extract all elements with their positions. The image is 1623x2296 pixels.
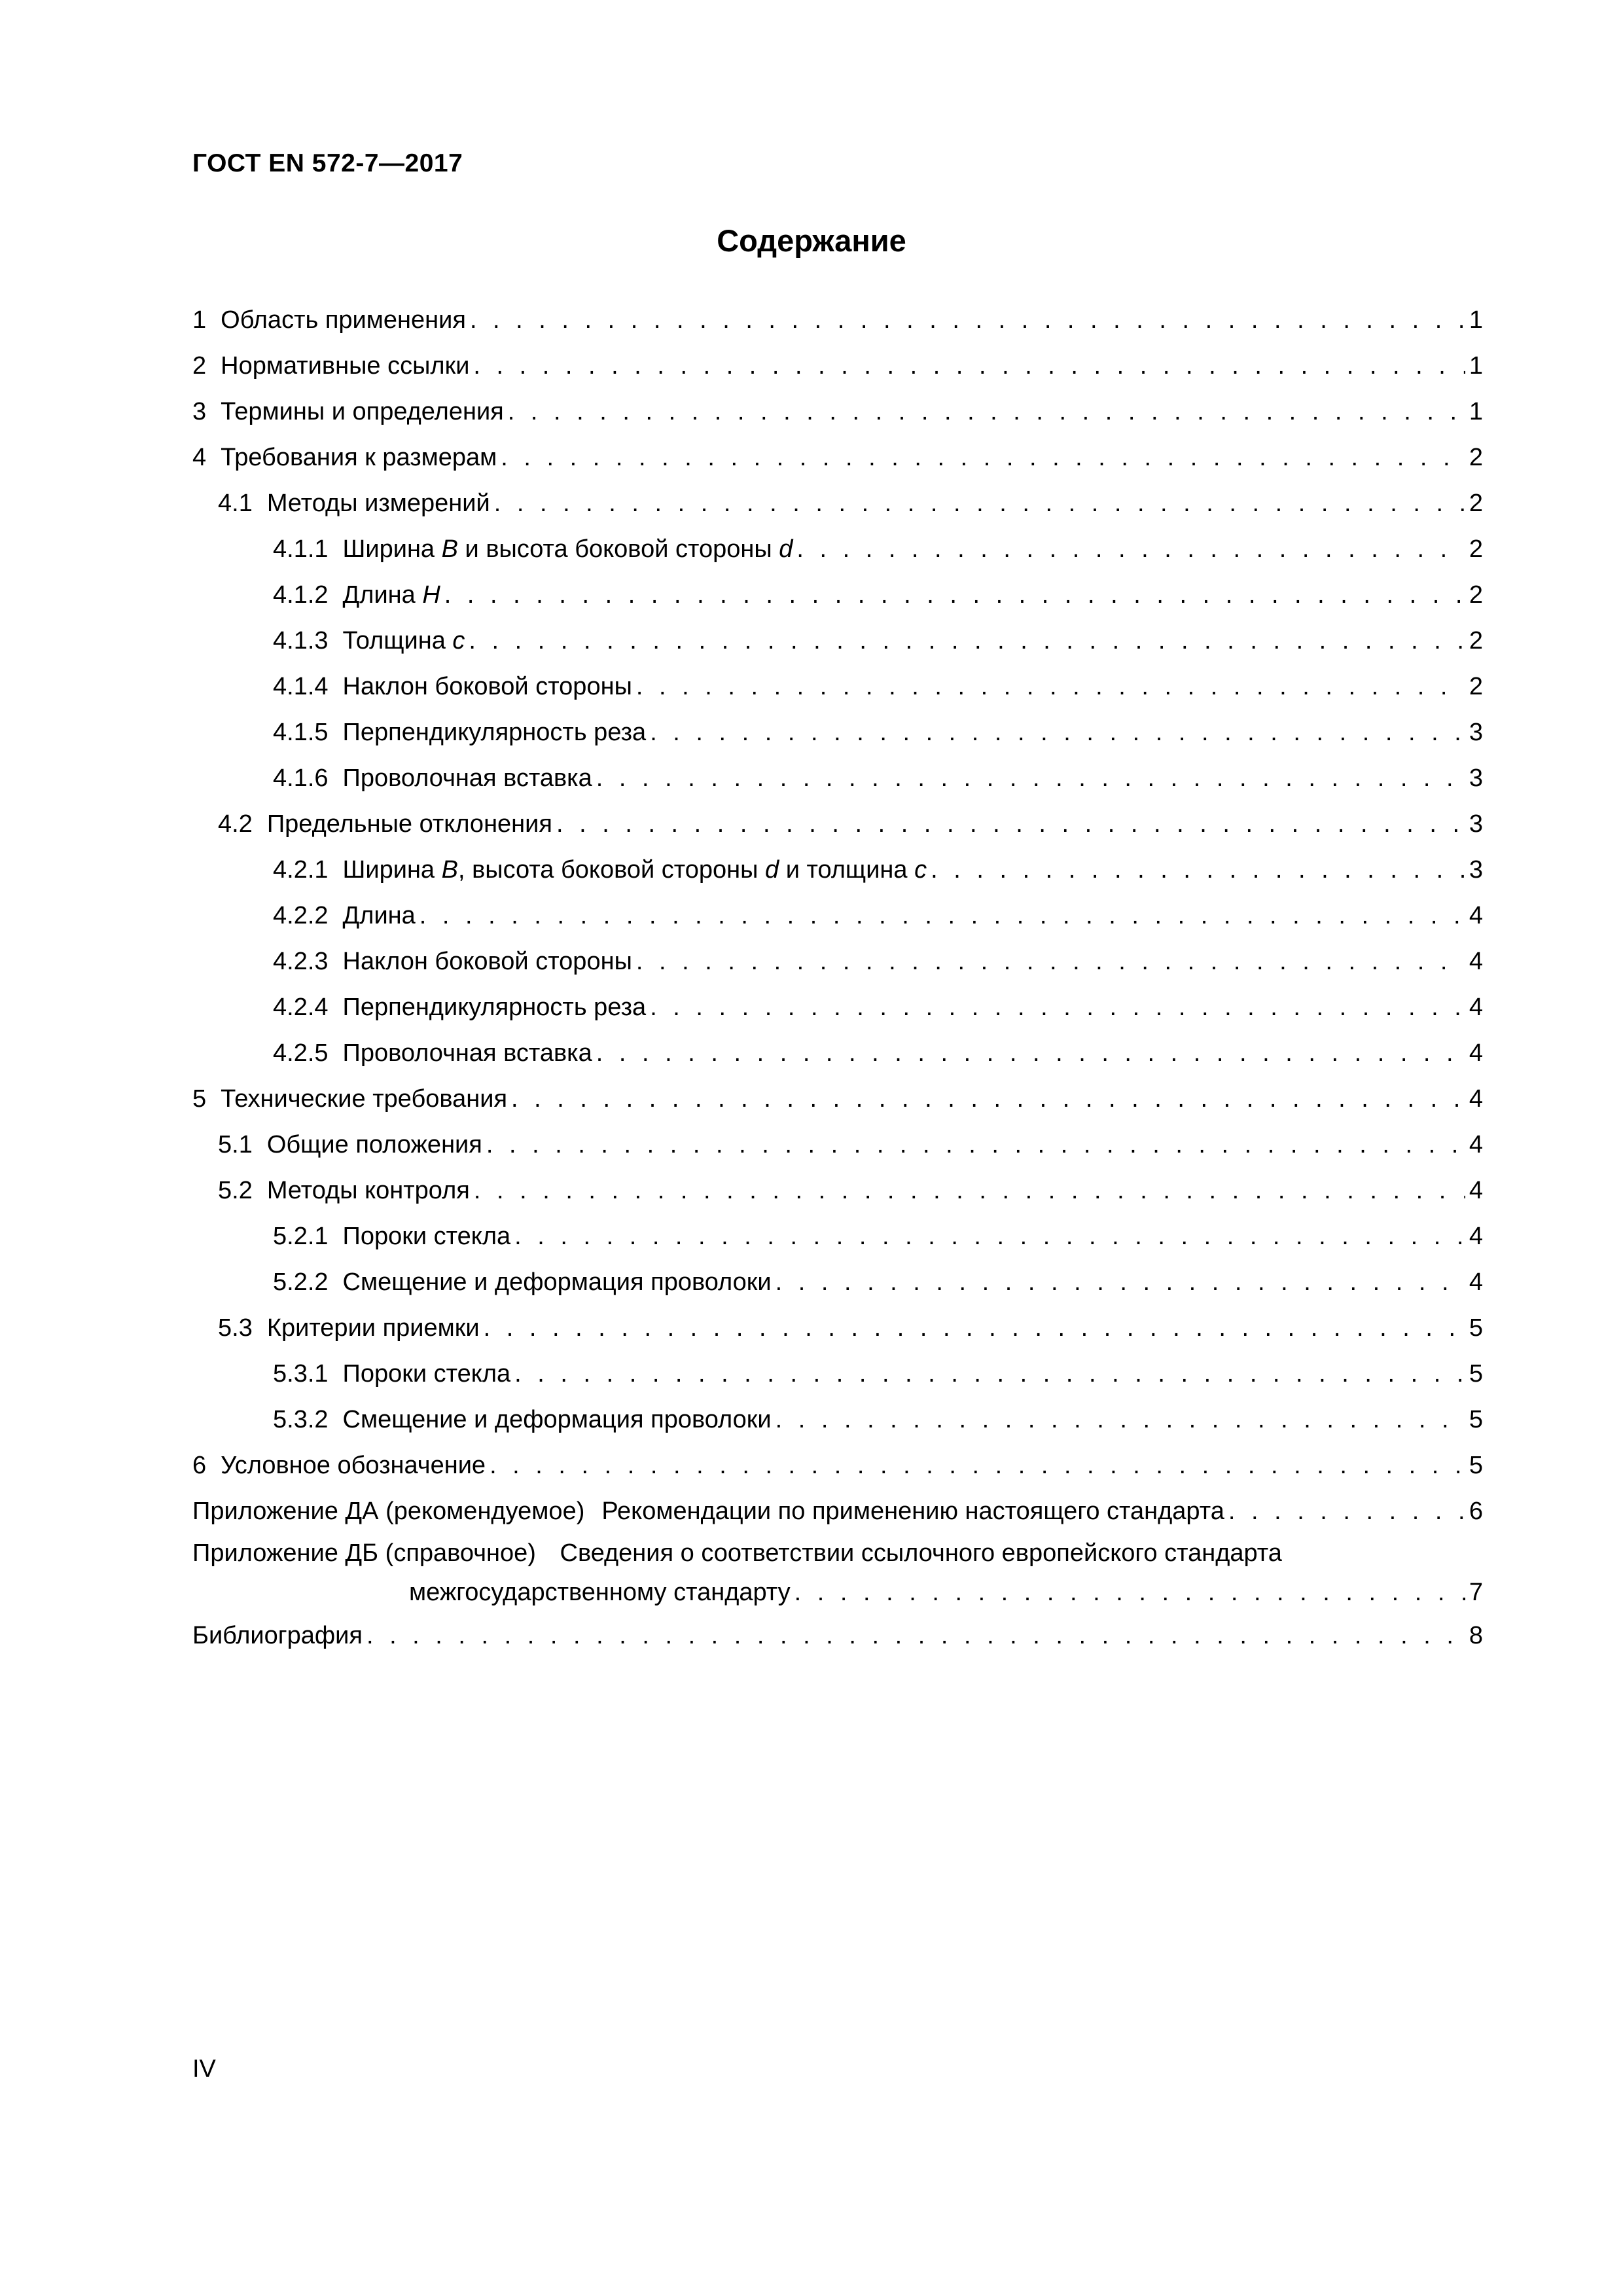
dot-leader — [776, 1259, 1465, 1305]
toc-entry[interactable] — [192, 939, 1483, 984]
dot-leader — [511, 1076, 1465, 1122]
toc-entry[interactable] — [192, 572, 1483, 618]
page-number: 8 — [1469, 1622, 1483, 1649]
page-number: 2 — [1469, 535, 1483, 563]
toc-entry[interactable] — [192, 893, 1483, 939]
dot-leader — [474, 1168, 1465, 1213]
section-number: 4.1.2 — [273, 581, 329, 609]
section-title: Технические требования — [221, 1085, 508, 1113]
toc-entry[interactable] — [192, 1168, 1483, 1213]
section-title: Нормативные ссылки — [221, 352, 470, 380]
section-title: Пороки стекла — [342, 1223, 511, 1250]
toc-entry-bibliography[interactable] — [192, 1613, 1483, 1659]
toc-entry[interactable] — [192, 1443, 1483, 1488]
page-number: 3 — [1469, 764, 1483, 792]
section-number: 4.1.6 — [273, 764, 329, 792]
section-number: 4.2.4 — [273, 994, 329, 1021]
page-number: 4 — [1469, 1223, 1483, 1250]
toc-entry[interactable] — [192, 435, 1483, 480]
toc-entry[interactable] — [192, 755, 1483, 801]
section-title: Смещение и деформация проволоки — [342, 1406, 772, 1433]
page-number: 4 — [1469, 1268, 1483, 1296]
section-number: 5.1 — [218, 1131, 253, 1158]
toc-entry[interactable] — [192, 847, 1483, 893]
dot-leader — [486, 1122, 1465, 1168]
toc-title: Содержание — [717, 223, 906, 258]
section-number: 5.3.1 — [273, 1360, 329, 1388]
page-number: 2 — [1469, 581, 1483, 609]
dot-leader — [636, 664, 1465, 709]
section-number: 2 — [192, 352, 207, 380]
section-title: Методы измерений — [266, 490, 490, 517]
annex-title-continued: межгосударственному стандарту — [409, 1579, 791, 1606]
section-number: 4.2.2 — [273, 902, 329, 929]
table-of-contents — [192, 297, 1483, 1659]
section-number: 4.2 — [218, 810, 253, 838]
page-number: 1 — [1469, 306, 1483, 334]
section-number: 4.2.5 — [273, 1039, 329, 1067]
section-number: 5 — [192, 1085, 207, 1113]
page-number: 5 — [1469, 1406, 1483, 1433]
toc-entry[interactable] — [192, 1397, 1483, 1443]
toc-entry[interactable] — [192, 801, 1483, 847]
toc-entry[interactable] — [192, 389, 1483, 435]
toc-entry-annex-da[interactable] — [192, 1488, 1483, 1534]
section-title: Проволочная вставка — [342, 764, 592, 792]
section-title: Перпендикулярность реза — [342, 719, 647, 746]
bibliography-title: Библиография — [192, 1622, 363, 1649]
dot-leader — [556, 801, 1465, 847]
section-number: 5.3.2 — [273, 1406, 329, 1433]
dot-leader — [931, 847, 1465, 893]
dot-leader — [1228, 1488, 1465, 1534]
section-title: Длина — [342, 902, 416, 929]
dot-leader — [508, 389, 1465, 435]
dot-leader — [596, 755, 1465, 801]
page-number: 2 — [1469, 627, 1483, 655]
dot-leader — [514, 1213, 1465, 1259]
section-number: 5.2 — [218, 1177, 253, 1204]
page-number: 4 — [1469, 948, 1483, 975]
page-number: 2 — [1469, 490, 1483, 517]
toc-entry[interactable] — [192, 1305, 1483, 1351]
document-code: ГОСТ EN 572-7—2017 — [192, 149, 463, 177]
toc-entry[interactable] — [192, 709, 1483, 755]
dot-leader — [596, 1030, 1465, 1076]
page-number: 7 — [1469, 1579, 1483, 1606]
page-number: 1 — [1469, 398, 1483, 425]
page-footer-number: IV — [192, 2055, 216, 2083]
section-number: 4.1 — [218, 490, 253, 517]
toc-entry[interactable] — [192, 1259, 1483, 1305]
section-number: 5.2.2 — [273, 1268, 329, 1296]
page-number: 4 — [1469, 1085, 1483, 1113]
page-number: 3 — [1469, 719, 1483, 746]
section-number: 1 — [192, 306, 207, 334]
toc-entry[interactable] — [192, 343, 1483, 389]
dot-leader — [776, 1397, 1465, 1443]
toc-entry[interactable] — [192, 1351, 1483, 1397]
annex-label: Приложение ДБ (справочное) — [192, 1539, 536, 1567]
toc-entry[interactable] — [192, 526, 1483, 572]
page-number: 6 — [1469, 1498, 1483, 1525]
section-title: Условное обозначение — [221, 1452, 486, 1479]
section-title: Общие положения — [266, 1131, 482, 1158]
page-number: 4 — [1469, 902, 1483, 929]
dot-leader — [366, 1613, 1465, 1659]
toc-entry[interactable] — [192, 984, 1483, 1030]
section-title: Ширина B, высота боковой стороны d и толщина c — [342, 856, 927, 884]
page-number: 5 — [1469, 1452, 1483, 1479]
toc-entry[interactable] — [192, 1076, 1483, 1122]
section-number: 4.2.1 — [273, 856, 329, 884]
dot-leader — [490, 1443, 1465, 1488]
toc-entry[interactable] — [192, 1213, 1483, 1259]
section-title: Наклон боковой стороны — [342, 673, 632, 700]
dot-leader — [473, 343, 1465, 389]
page-number: 5 — [1469, 1314, 1483, 1342]
page-number: 2 — [1469, 673, 1483, 700]
toc-entry[interactable] — [192, 297, 1483, 343]
dot-leader — [419, 893, 1465, 939]
section-title: Методы контроля — [266, 1177, 470, 1204]
section-title: Проволочная вставка — [342, 1039, 592, 1067]
section-title: Ширина B и высота боковой стороны d — [342, 535, 793, 563]
dot-leader — [469, 618, 1465, 664]
toc-entry-annex-db[interactable] — [192, 1534, 1483, 1613]
dot-leader — [636, 939, 1465, 984]
section-number: 5.3 — [218, 1314, 253, 1342]
section-title: Термины и определения — [221, 398, 504, 425]
dot-leader — [650, 984, 1465, 1030]
page-number: 4 — [1469, 1039, 1483, 1067]
section-number: 4.1.1 — [273, 535, 329, 563]
section-title: Требования к размерам — [221, 444, 497, 471]
toc-entry[interactable] — [192, 664, 1483, 709]
dot-leader — [470, 297, 1465, 343]
toc-entry[interactable] — [192, 480, 1483, 526]
toc-entry[interactable] — [192, 618, 1483, 664]
section-title: Пороки стекла — [342, 1360, 511, 1388]
section-number: 3 — [192, 398, 207, 425]
section-number: 6 — [192, 1452, 207, 1479]
page-number: 4 — [1469, 1177, 1483, 1204]
section-title: Область применения — [221, 306, 466, 334]
dot-leader — [514, 1351, 1465, 1397]
dot-leader — [494, 480, 1465, 526]
section-title: Критерии приемки — [266, 1314, 480, 1342]
toc-entry[interactable] — [192, 1122, 1483, 1168]
dot-leader — [650, 709, 1465, 755]
dot-leader — [444, 572, 1465, 618]
section-title: Наклон боковой стороны — [342, 948, 632, 975]
section-number: 4.1.5 — [273, 719, 329, 746]
section-title: Перпендикулярность реза — [342, 994, 647, 1021]
page-number: 1 — [1469, 352, 1483, 380]
section-number: 4.2.3 — [273, 948, 329, 975]
section-title: Смещение и деформация проволоки — [342, 1268, 772, 1296]
annex-title: Сведения о соответствии ссылочного европейского стандарта — [560, 1539, 1282, 1567]
page-number: 5 — [1469, 1360, 1483, 1388]
section-number: 4.1.4 — [273, 673, 329, 700]
section-title: Толщина c — [342, 627, 465, 655]
dot-leader — [484, 1305, 1465, 1351]
page-number: 4 — [1469, 1131, 1483, 1158]
section-title: Длина H — [342, 581, 440, 609]
dot-leader — [501, 435, 1465, 480]
toc-entry[interactable] — [192, 1030, 1483, 1076]
section-title: Предельные отклонения — [266, 810, 552, 838]
section-number: 5.2.1 — [273, 1223, 329, 1250]
dot-leader — [794, 1572, 1465, 1613]
page-number: 3 — [1469, 810, 1483, 838]
page-number: 2 — [1469, 444, 1483, 471]
annex-title: Рекомендации по применению настоящего стандарта — [601, 1498, 1224, 1525]
annex-label: Приложение ДА (рекомендуемое) — [192, 1498, 585, 1525]
page-number: 3 — [1469, 856, 1483, 884]
section-number: 4 — [192, 444, 207, 471]
section-number: 4.1.3 — [273, 627, 329, 655]
page-number: 4 — [1469, 994, 1483, 1021]
dot-leader — [796, 526, 1465, 572]
